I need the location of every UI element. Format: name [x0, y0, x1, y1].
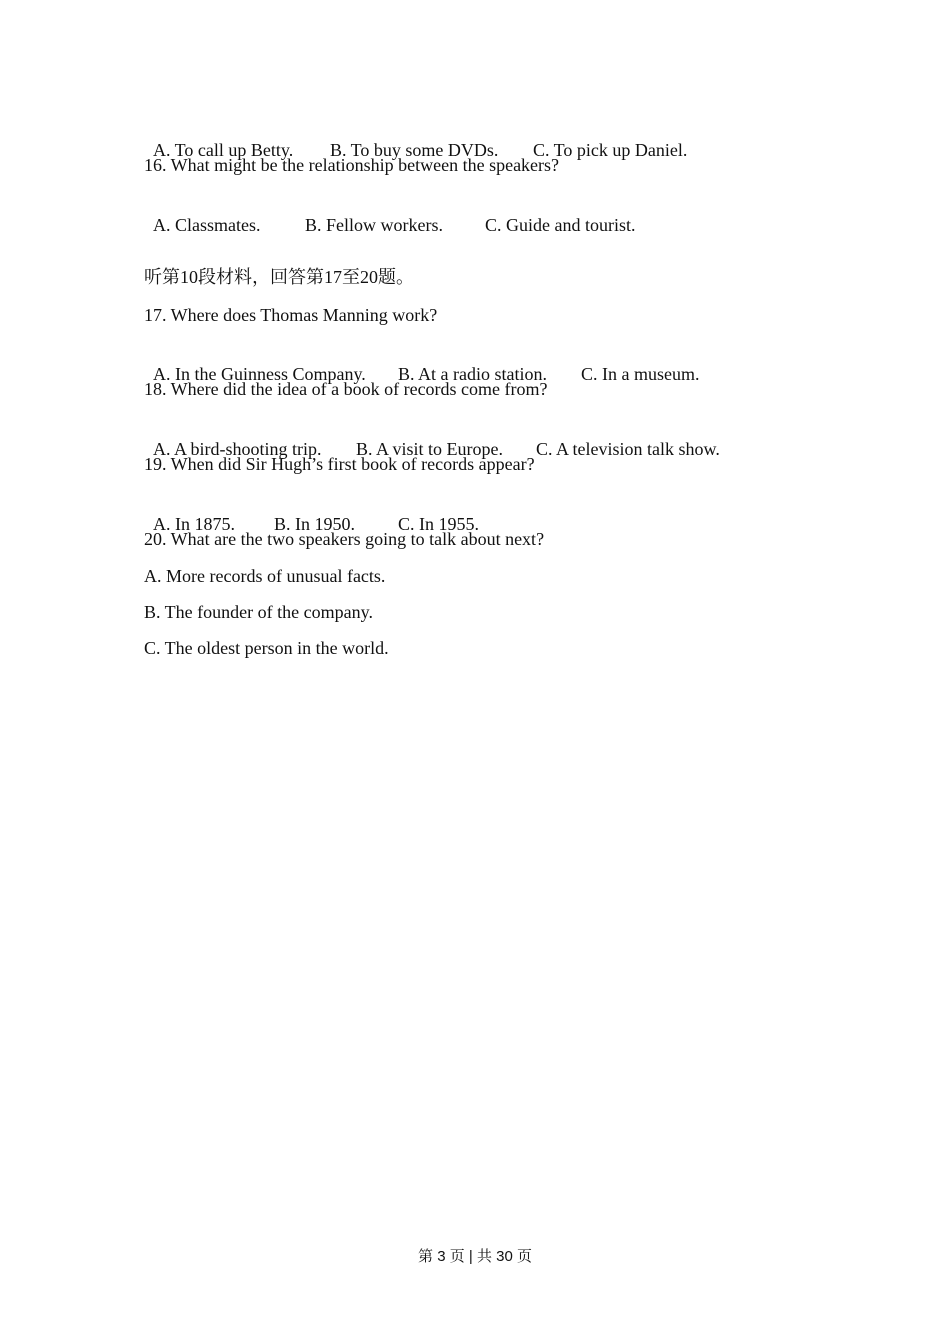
option-b: B. Fellow workers. [305, 215, 443, 235]
option-a: A. Classmates. [153, 215, 261, 235]
option-b: B. A visit to Europe. [356, 439, 504, 459]
q19-question: 19. When did Sir Hugh’s first book of records appear? [144, 454, 535, 474]
option-a: A. To call up Betty. [153, 140, 294, 160]
q20-option-c: C. The oldest person in the world. [144, 638, 389, 658]
option-a: A. In 1875. [153, 514, 235, 534]
option-b: B. At a radio station. [398, 364, 547, 384]
q20-option-a: A. More records of unusual facts. [144, 566, 386, 586]
q20-option-b: B. The founder of the company. [144, 602, 373, 622]
page-footer: 第 3 页 | 共 30 页 [418, 1248, 532, 1265]
option-c: C. In a museum. [581, 364, 700, 384]
option-b: B. In 1950. [274, 514, 355, 534]
option-c: C. A television talk show. [536, 439, 720, 459]
option-b: B. To buy some DVDs. [330, 140, 499, 160]
option-a: A. In the Guinness Company. [153, 364, 366, 384]
section-heading: 听第10段材料，回答第17至20题。 [144, 267, 414, 287]
q20-question: 20. What are the two speakers going to talk about next? [144, 529, 545, 549]
option-c: C. To pick up Daniel. [533, 140, 688, 160]
q18-question: 18. Where did the idea of a book of records come from? [144, 379, 548, 399]
option-c: C. Guide and tourist. [485, 215, 636, 235]
option-a: A. A bird-shooting trip. [153, 439, 322, 459]
q16-options [144, 192, 636, 236]
q16-question: 16. What might be the relationship between the speakers? [144, 155, 560, 175]
option-c: C. In 1955. [398, 514, 479, 534]
q17-question: 17. Where does Thomas Manning work? [144, 305, 438, 325]
